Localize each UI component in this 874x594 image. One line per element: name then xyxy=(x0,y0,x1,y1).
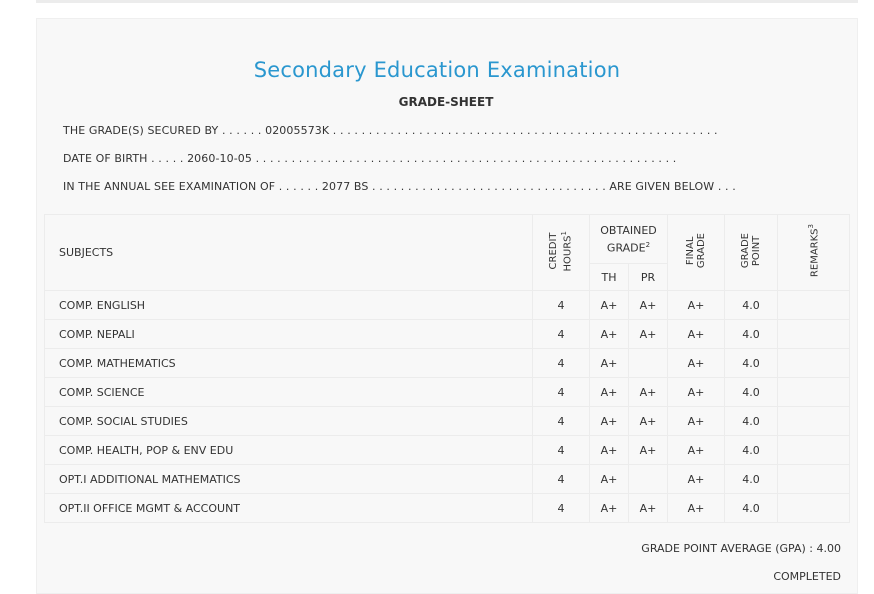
theory-grade-cell: A+ xyxy=(590,407,629,436)
theory-header: TH xyxy=(590,264,629,291)
final-grade-cell: A+ xyxy=(668,378,725,407)
grade-sheet-heading: GRADE-SHEET xyxy=(398,95,494,109)
grade-point-cell: 4.0 xyxy=(725,436,778,465)
final-grade-cell: A+ xyxy=(668,407,725,436)
practical-grade-cell xyxy=(629,349,668,378)
table-row xyxy=(45,378,850,407)
grade-point-cell: 4.0 xyxy=(725,494,778,523)
credit-hours-cell: 4 xyxy=(533,407,590,436)
page-title: Secondary Education Examination xyxy=(253,58,621,82)
credit-hours-cell: 4 xyxy=(533,465,590,494)
credit-hours-cell: 4 xyxy=(533,320,590,349)
grade-point-cell: 4.0 xyxy=(725,378,778,407)
subject-name: OPT.II OFFICE MGMT & ACCOUNT xyxy=(45,494,533,523)
theory-grade-cell: A+ xyxy=(590,320,629,349)
table-header-row xyxy=(45,215,850,264)
grade-point-cell: 4.0 xyxy=(725,465,778,494)
secured-by-line: THE GRADE(S) SECURED BY . . . . . . 02005573K . . . . . . . . . . . . . . . . . . . . . . . . . . . . . . . . . . . . . . . . . . . . . . . . . . . . . . xyxy=(63,124,718,137)
practical-grade-cell: A+ xyxy=(629,378,668,407)
practical-grade-cell: A+ xyxy=(629,436,668,465)
theory-grade-cell: A+ xyxy=(590,291,629,320)
remarks-cell xyxy=(778,436,850,465)
remarks-header: REMARKS$^3$ xyxy=(778,215,850,291)
subject-name: COMP. SCIENCE xyxy=(45,378,533,407)
credit-hours-cell: 4 xyxy=(533,436,590,465)
grade-point-header: GRADE POINT xyxy=(725,215,778,291)
practical-header: PR xyxy=(629,264,668,291)
date-of-birth-line: DATE OF BIRTH . . . . . 2060-10-05 . . . . . . . . . . . . . . . . . . . . . . . . . . . . . . . . . . . . . . . . . . . . . . . . . . . . . . . . . . . xyxy=(63,152,677,165)
table-row xyxy=(45,407,850,436)
theory-grade-cell: A+ xyxy=(590,494,629,523)
credit-hours-cell: 4 xyxy=(533,349,590,378)
examination-line: IN THE ANNUAL SEE EXAMINATION OF . . . . . . 2077 BS . . . . . . . . . . . . . . . . . . . . . . . . . . . . . . . . . ARE GIVEN BELOW . . . xyxy=(63,180,736,193)
grade-point-cell: 4.0 xyxy=(725,349,778,378)
subject-name: COMP. HEALTH, POP & ENV EDU xyxy=(45,436,533,465)
remarks-cell xyxy=(778,407,850,436)
table-row xyxy=(45,465,850,494)
remarks-cell xyxy=(778,465,850,494)
remarks-cell xyxy=(778,291,850,320)
final-grade-cell: A+ xyxy=(668,291,725,320)
practical-grade-cell xyxy=(629,465,668,494)
practical-grade-cell: A+ xyxy=(629,407,668,436)
credit-hours-cell: 4 xyxy=(533,378,590,407)
table-row xyxy=(45,349,850,378)
completion-status: COMPLETED xyxy=(773,570,841,583)
subject-name: COMP. ENGLISH xyxy=(45,291,533,320)
final-grade-cell: A+ xyxy=(668,494,725,523)
practical-grade-cell: A+ xyxy=(629,291,668,320)
theory-grade-cell: A+ xyxy=(590,378,629,407)
obtained-grade-header: OBTAINED GRADE$^2$ xyxy=(590,215,668,264)
grade-point-cell: 4.0 xyxy=(725,320,778,349)
subjects-header: SUBJECTS xyxy=(45,215,533,291)
table-row xyxy=(45,494,850,523)
theory-grade-cell: A+ xyxy=(590,349,629,378)
final-grade-cell: A+ xyxy=(668,320,725,349)
final-grade-cell: A+ xyxy=(668,465,725,494)
practical-grade-cell: A+ xyxy=(629,494,668,523)
remarks-cell xyxy=(778,494,850,523)
table-row xyxy=(45,436,850,465)
remarks-cell xyxy=(778,320,850,349)
subject-name: OPT.I ADDITIONAL MATHEMATICS xyxy=(45,465,533,494)
grade-point-cell: 4.0 xyxy=(725,407,778,436)
subject-name: COMP. NEPALI xyxy=(45,320,533,349)
gpa-summary: GRADE POINT AVERAGE (GPA) : 4.00 xyxy=(641,542,841,555)
remarks-cell xyxy=(778,378,850,407)
grades-table xyxy=(44,214,850,523)
credit-hours-cell: 4 xyxy=(533,494,590,523)
grade-point-cell: 4.0 xyxy=(725,291,778,320)
theory-grade-cell: A+ xyxy=(590,465,629,494)
table-row xyxy=(45,291,850,320)
table-row xyxy=(45,320,850,349)
final-grade-cell: A+ xyxy=(668,349,725,378)
subject-name: COMP. MATHEMATICS xyxy=(45,349,533,378)
subject-name: COMP. SOCIAL STUDIES xyxy=(45,407,533,436)
theory-grade-cell: A+ xyxy=(590,436,629,465)
top-divider xyxy=(36,0,858,3)
credit-hours-cell: 4 xyxy=(533,291,590,320)
practical-grade-cell: A+ xyxy=(629,320,668,349)
final-grade-header: FINAL GRADE xyxy=(668,215,725,291)
final-grade-cell: A+ xyxy=(668,436,725,465)
credit-hours-header: CREDIT HOURS$^1$ xyxy=(533,215,590,291)
remarks-cell xyxy=(778,349,850,378)
